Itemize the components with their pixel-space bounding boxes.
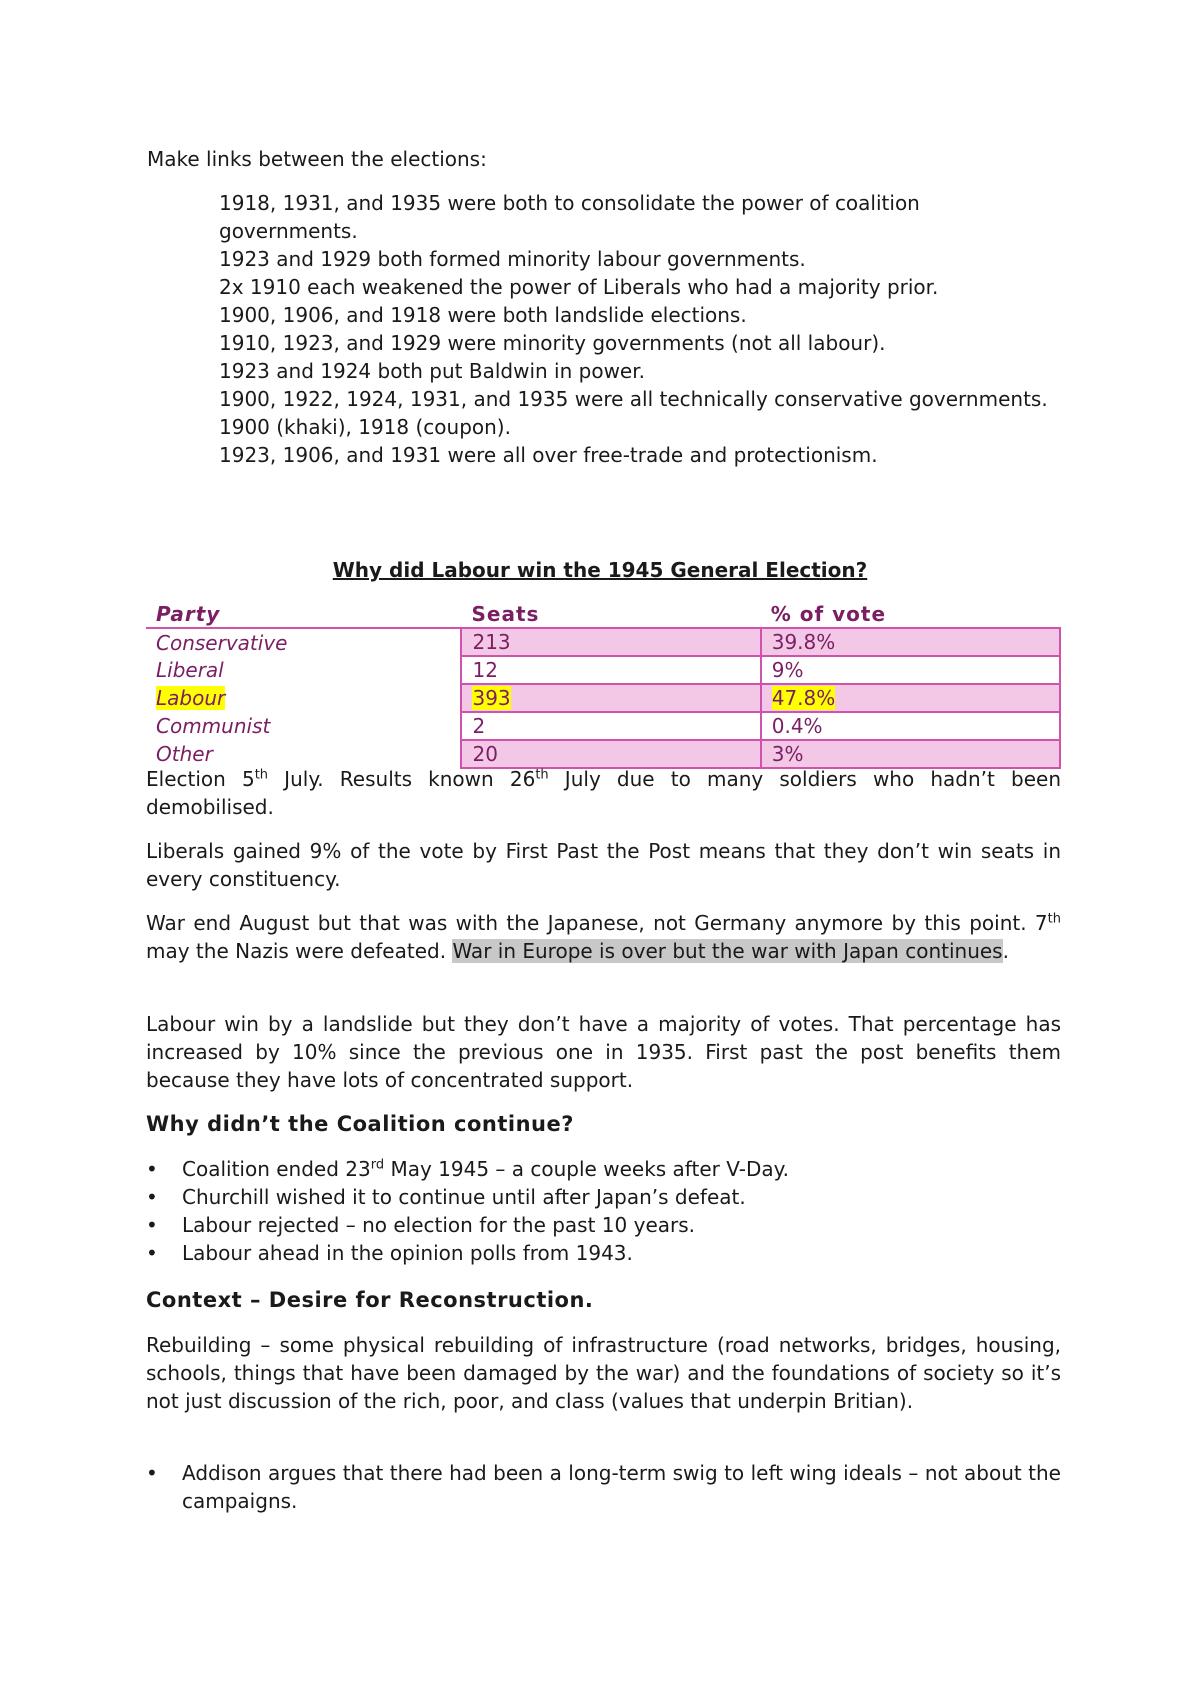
election-results-table [146, 601, 1061, 769]
paragraph-war-end [146, 909, 1061, 965]
text-run: Churchill wished it to continue until after Japan’s defeat. [182, 1185, 746, 1209]
text-run: Election 5 [146, 767, 255, 791]
coalition-bullet-list [146, 1155, 1061, 1267]
text-run: July. Results known 26 [268, 767, 536, 791]
table-row [146, 628, 1060, 656]
section-title: Why did Labour win the 1945 General Election? [332, 558, 868, 582]
bullet-item [146, 1183, 1061, 1211]
link-item: 1900 (khaki), 1918 (coupon). [219, 415, 511, 439]
text-run: July due to many soldiers who hadn’t been demobilised. [146, 767, 1061, 819]
text-run: May 1945 – a couple weeks after V-Day. [384, 1157, 789, 1181]
party-cell: Other [156, 742, 213, 766]
heading-coalition: Why didn’t the Coalition continue? [146, 1112, 574, 1136]
intro-line: Make links between the elections: [147, 147, 487, 171]
seats-cell: 20 [461, 740, 760, 768]
bullet-item [146, 1239, 1061, 1267]
seats-cell: 213 [461, 628, 760, 656]
addison-bullet-list [146, 1459, 1061, 1515]
bullet-dot: • [146, 1213, 158, 1237]
seats-cell: 2 [461, 712, 760, 740]
link-item: 1900, 1906, and 1918 were both landslide elections. [219, 303, 747, 327]
link-item: 1923, 1906, and 1931 were all over free-trade and protectionism. [219, 443, 878, 467]
bullet-dot: • [146, 1461, 158, 1485]
text-run: Addison argues that there had been a long-term swig to left wing ideals – not about the campaigns. [182, 1461, 1061, 1513]
table-row [146, 740, 1060, 768]
text-run: Labour ahead in the opinion polls from 1943. [182, 1241, 633, 1265]
election-links-list [219, 189, 1059, 469]
text-run: Coalition ended 23 [182, 1157, 371, 1181]
text-run: Labour rejected – no election for the past 10 years. [182, 1213, 695, 1237]
table-header-row [146, 601, 1060, 628]
bullet-item [146, 1211, 1061, 1239]
bullet-dot: • [146, 1241, 158, 1265]
superscript: rd [370, 1157, 385, 1173]
bullet-dot: • [146, 1157, 158, 1181]
party-cell [146, 684, 461, 712]
link-item: 1923 and 1929 both formed minority labour governments. [219, 247, 806, 271]
seats-cell: 12 [461, 656, 760, 684]
superscript: th [254, 767, 269, 783]
highlighted-seats: 393 [472, 686, 511, 710]
header-seats: Seats [461, 601, 760, 628]
link-item: 1923 and 1924 both put Baldwin in power. [219, 359, 645, 383]
link-item: 1918, 1931, and 1935 were both to consolidate the power of coalition governments. [219, 191, 920, 243]
highlighted-party: Labour [156, 686, 226, 710]
vote-cell [761, 684, 1060, 712]
link-item: 1910, 1923, and 1929 were minority governments (not all labour). [219, 331, 886, 355]
paragraph-labour-landslide: Labour win by a landslide but they don’t have a majority of votes. That percentage has increased by 10% since the previous one in 1935. First past the post benefits them because they have lots of concentrated support. [146, 1012, 1061, 1092]
bullet-dot: • [146, 1185, 158, 1209]
party-cell: Conservative [156, 630, 288, 655]
party-cell: Communist [156, 714, 271, 738]
vote-cell: 3% [761, 740, 1060, 768]
text-run: War end August but that was with the Japanese, not Germany anymore by this point. 7 [146, 911, 1048, 935]
table-row [146, 684, 1060, 712]
party-cell: Liberal [156, 658, 224, 682]
link-item: 1900, 1922, 1924, 1931, and 1935 were all technically conservative governments. [219, 387, 1048, 411]
highlighted-text: War in Europe is over but the war with Japan continues [452, 939, 1003, 963]
paragraph-liberals: Liberals gained 9% of the vote by First Past the Post means that they don’t win seats in every constituency. [146, 839, 1061, 891]
table-row [146, 712, 1060, 740]
highlighted-vote: 47.8% [771, 686, 836, 710]
header-vote: % of vote [761, 601, 1060, 628]
text-run: may the Nazis were defeated. [146, 939, 453, 963]
bullet-item [146, 1155, 1061, 1183]
heading-context: Context – Desire for Reconstruction. [146, 1288, 594, 1312]
vote-cell: 0.4% [761, 712, 1060, 740]
superscript: th [535, 767, 549, 783]
vote-cell: 9% [761, 656, 1060, 684]
text-run: . [1002, 939, 1009, 963]
paragraph-rebuilding: Rebuilding – some physical rebuilding of infrastructure (road networks, bridges, housing, schools, things that have been damaged by the war) and the foundations of society so it’s not just discussion of the rich, poor, and class (values that underpin Britian). [146, 1333, 1061, 1413]
paragraph-election-dates [146, 765, 1061, 821]
bullet-item [146, 1459, 1061, 1515]
superscript: th [1047, 911, 1061, 927]
seats-cell [461, 684, 760, 712]
header-party: Party [146, 601, 461, 628]
link-item: 2x 1910 each weakened the power of Liberals who had a majority prior. [219, 275, 939, 299]
table-row [146, 656, 1060, 684]
vote-cell: 39.8% [761, 628, 1060, 656]
